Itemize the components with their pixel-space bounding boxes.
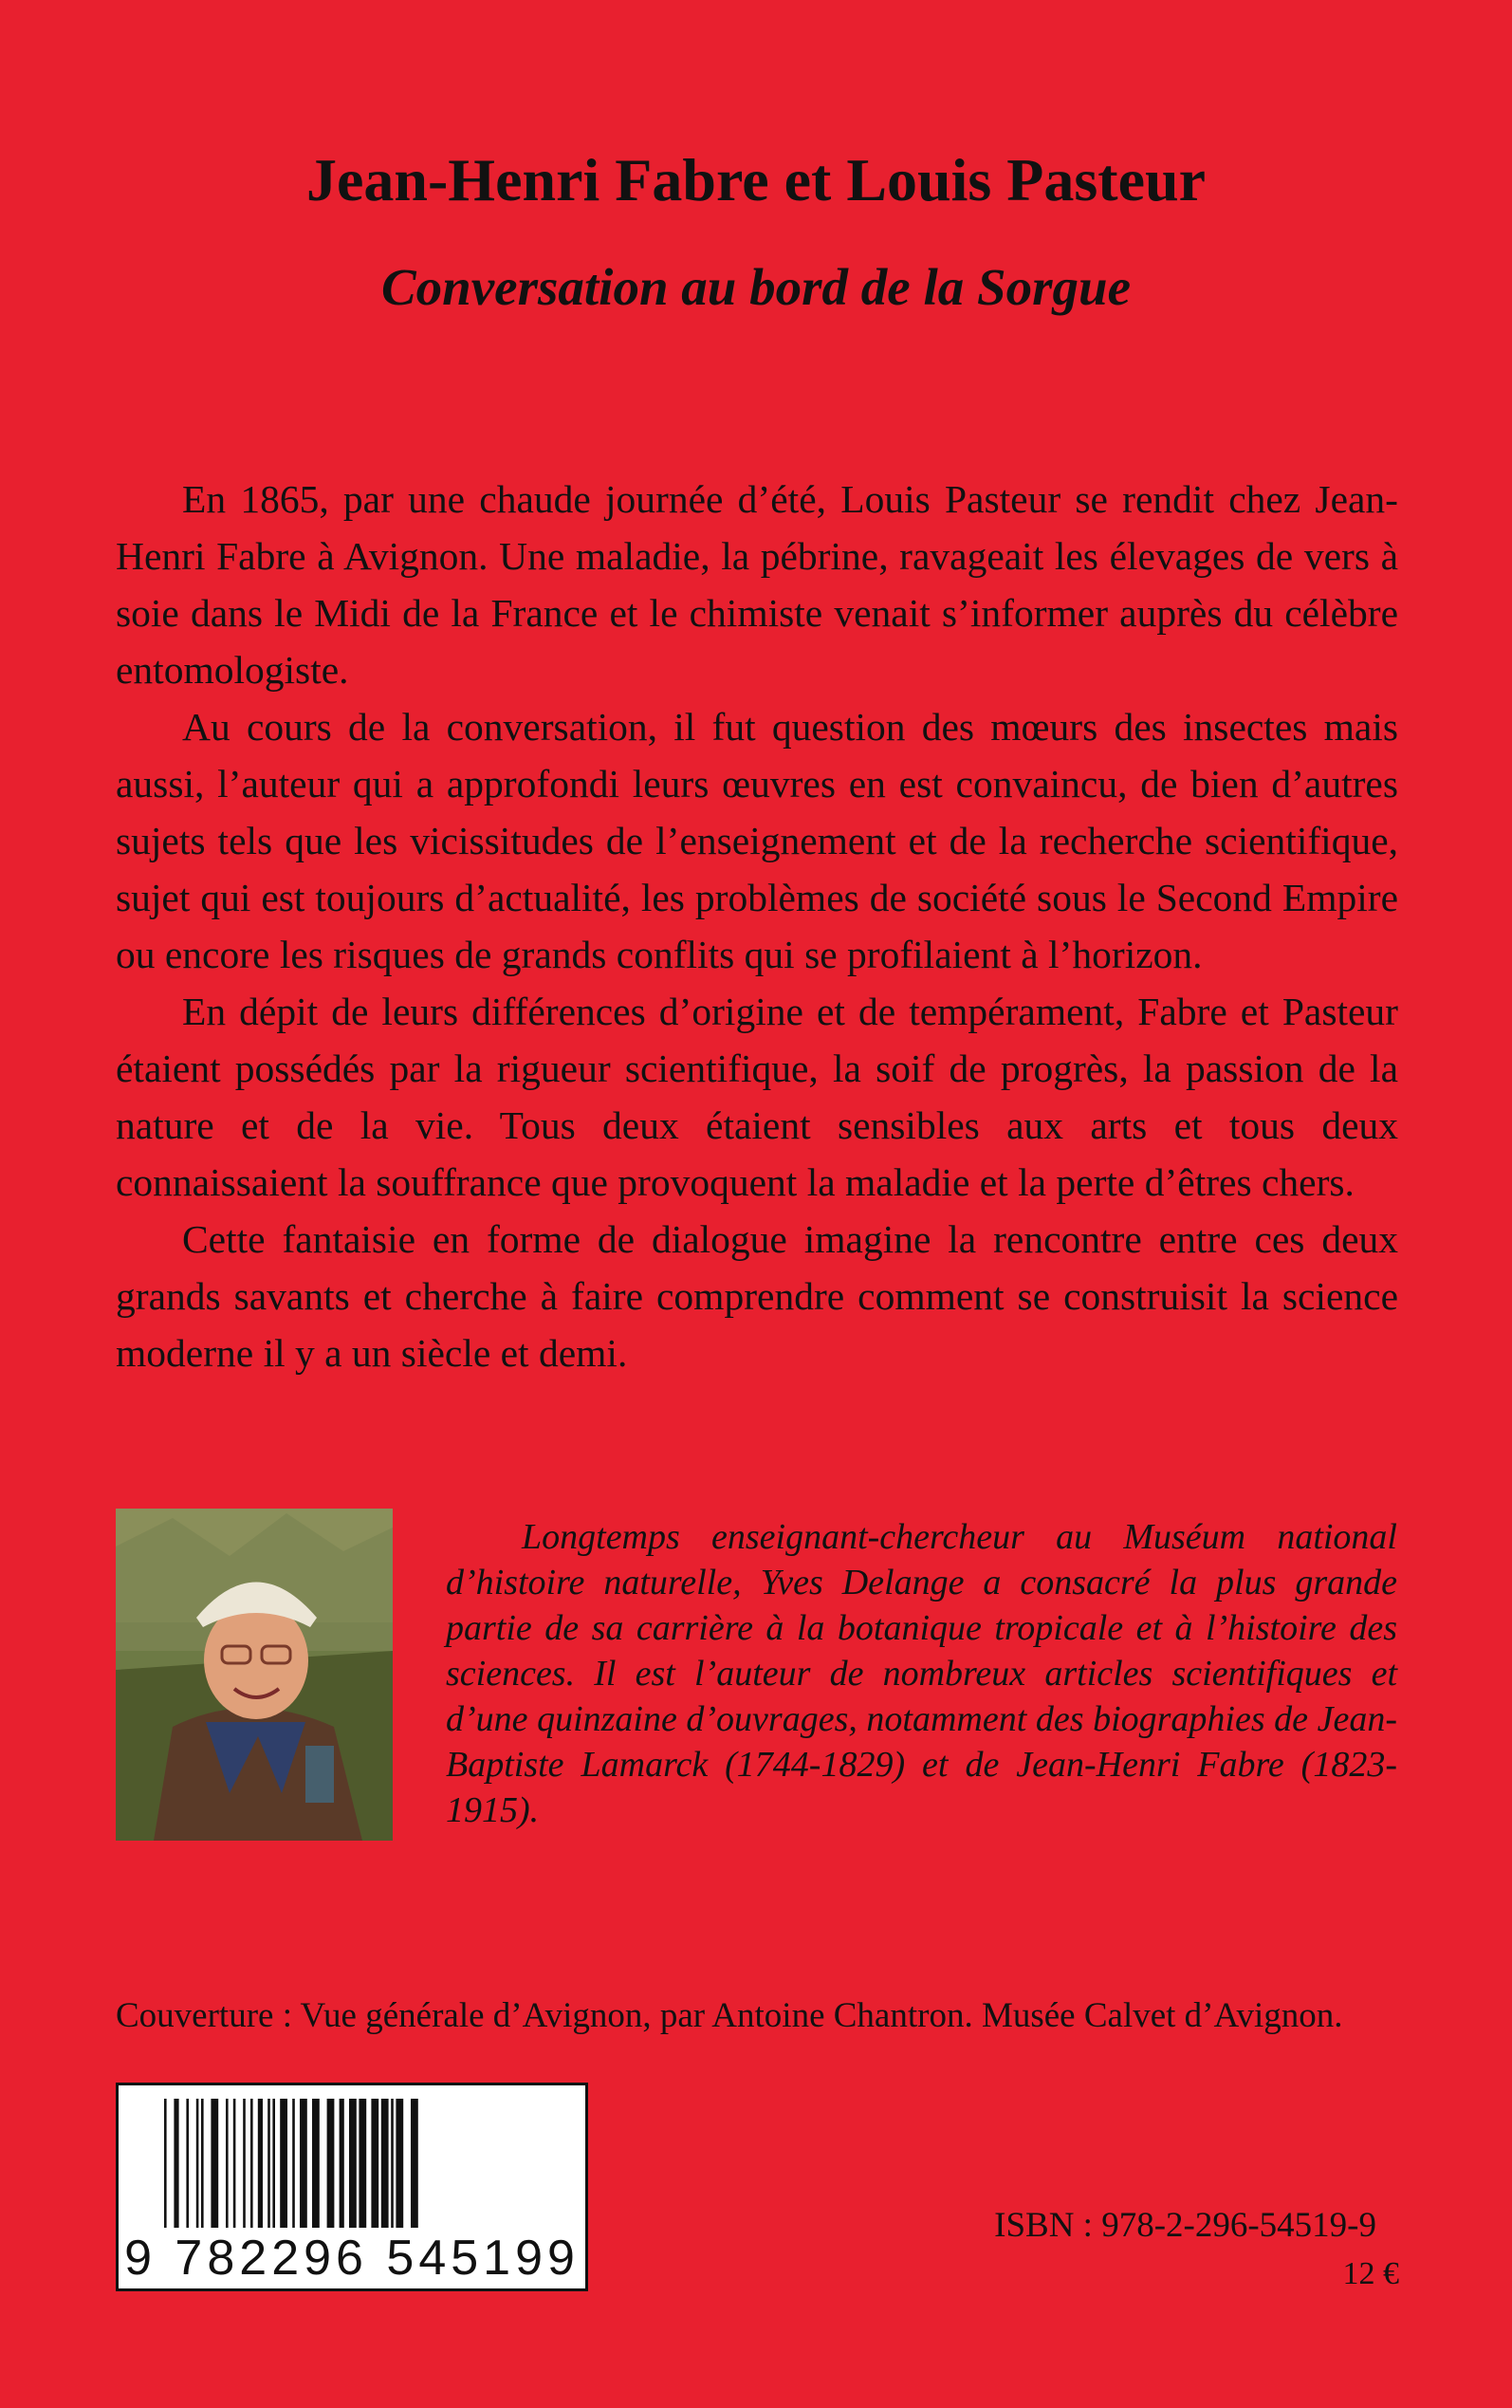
barcode-bar bbox=[243, 2099, 246, 2228]
barcode-bar bbox=[381, 2099, 389, 2228]
barcode-bar bbox=[359, 2099, 366, 2228]
barcode-bar bbox=[196, 2099, 199, 2228]
barcode-bar bbox=[312, 2099, 320, 2228]
barcode-bar bbox=[272, 2099, 275, 2228]
cover-credit: Couverture : Vue générale d’Avignon, par Antoine Chantron. Musée Calvet d’Avignon. bbox=[116, 1996, 1343, 2035]
barcode-bar bbox=[164, 2099, 167, 2228]
summary-paragraph: En dépit de leurs différences d’origine et de tempérament, Fabre et Pasteur étaient possédés par la rigueur scientifique, la soif de progrès, la passion de la nature et de la vie. Tous deux étaient sensibles aux arts et tous deux connaissaient la souffrance que provoquent la maladie et la perte d’êtres chers. bbox=[116, 990, 1398, 1204]
summary-paragraph: Au cours de la conversation, il fut question des mœurs des insectes mais aussi, l’auteur qui a approfondi leurs œuvres en est convaincu, de bien d’autres sujets tels que les vicissitudes de l’enseignement et de la recherche scientifique, sujet qui est toujours d’actualité, les problèmes de société sous le Second Empire ou encore les risques de grands conflits qui se profilaient à l’horizon. bbox=[116, 705, 1398, 976]
barcode-bar bbox=[226, 2099, 229, 2228]
barcode-bar bbox=[267, 2099, 270, 2228]
barcode-bar bbox=[233, 2099, 236, 2228]
barcode-bar bbox=[391, 2099, 394, 2228]
book-title: Jean-Henri Fabre et Louis Pasteur bbox=[305, 146, 1207, 213]
barcode-digits: 9 782296 545199 bbox=[124, 2231, 580, 2286]
barcode-bars bbox=[119, 2085, 585, 2228]
barcode-bar bbox=[411, 2099, 418, 2228]
barcode-bar bbox=[371, 2099, 378, 2228]
barcode-bar bbox=[300, 2099, 307, 2228]
barcode bbox=[116, 2083, 588, 2291]
barcode-bar bbox=[327, 2099, 335, 2228]
summary bbox=[116, 471, 1398, 1381]
author-bio: Longtemps enseignant-chercheur au Muséum national d’histoire naturelle, Yves Delange a consacré la plus grande partie de sa carrière à la botanique tropicale et à l’histoire des sciences. Il est l’auteur de nombreux articles scientifiques et d’une quinzaine d’ouvrages, notamment des biographies de Jean-Baptiste Lamarck (1744-1829) et de Jean-Henri Fabre (1823-1915). bbox=[446, 1517, 1397, 1830]
barcode-bar bbox=[201, 2099, 204, 2228]
barcode-bar bbox=[280, 2099, 287, 2228]
author-photo bbox=[116, 1509, 393, 1841]
summary-paragraph: Cette fantaisie en forme de dialogue imagine la rencontre entre ces deux grands savants et cherche à faire comprendre comment se construisit la science moderne il y a un siècle et demi. bbox=[116, 1217, 1398, 1375]
barcode-bar bbox=[349, 2099, 357, 2228]
barcode-bar bbox=[396, 2099, 403, 2228]
barcode-bar bbox=[250, 2099, 253, 2228]
book-subtitle: Conversation au bord de la Sorgue bbox=[381, 258, 1131, 316]
barcode-bar bbox=[211, 2099, 218, 2228]
barcode-bar bbox=[292, 2099, 295, 2228]
barcode-bar bbox=[258, 2099, 263, 2228]
barcode-bar bbox=[186, 2099, 189, 2228]
isbn: ISBN : 978-2-296-54519-9 bbox=[994, 2206, 1376, 2245]
price: 12 € bbox=[1342, 2256, 1399, 2291]
summary-paragraph: En 1865, par une chaude journée d’été, Louis Pasteur se rendit chez Jean-Henri Fabre à Avignon. Une maladie, la pébrine, ravageait les élevages de vers à soie dans le Midi de la France et le chimiste venait s’informer auprès du célèbre entomologiste. bbox=[116, 477, 1398, 692]
barcode-bar bbox=[174, 2099, 178, 2228]
barcode-bar bbox=[340, 2099, 344, 2228]
